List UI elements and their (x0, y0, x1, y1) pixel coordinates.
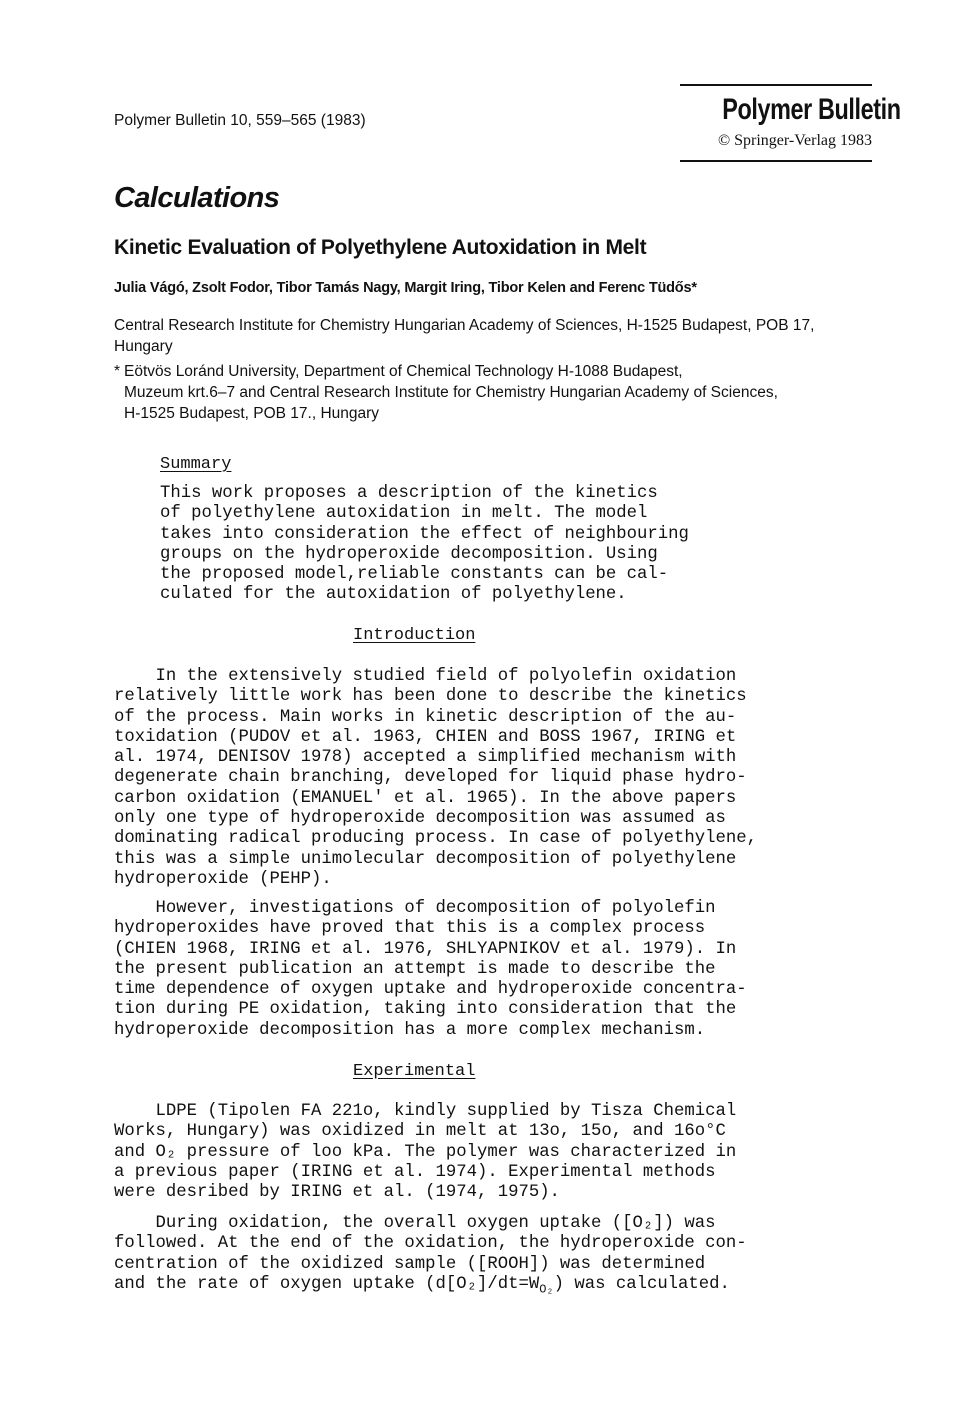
top-rule (680, 84, 872, 86)
author-list: Julia Vágó, Zsolt Fodor, Tibor Tamás Nagy, Margit Iring, Tibor Kelen and Ferenc Tüdős* (114, 280, 697, 296)
journal-name: Polymer Bulletin (722, 93, 901, 126)
copyright-notice: © Springer-Verlag 1983 (717, 132, 872, 149)
affiliation-line: H-1525 Budapest, POB 17., Hungary (124, 405, 380, 422)
introduction-heading: Introduction (353, 626, 476, 645)
affiliation-primary: Central Research Institute for Chemistry Hungarian Academy of Sciences, H-1525 Budapest, POB 17, Hungary (114, 317, 815, 355)
summary-body: This work proposes a description of the kinetics of polyethylene autoxidation in melt. The model takes into consideration the effect of neighbouring groups on the hydroperoxide decomposition. Using the proposed model,reliable constants can be cal- culated for the autoxidation of polyethylene. (160, 484, 689, 605)
experimental-paragraph: LDPE (Tipolen FA 221o, kindly supplied by Tisza Chemical Works, Hungary) was oxidized in melt at 13o, 15o, and 16o°C and O₂ pressure of loo kPa. The polymer was characterized in a previous paper (IRING et al. 1974). Experimental methods were desribed by IRING et al. (1974, 1975). (114, 1102, 737, 1203)
paper-title: Kinetic Evaluation of Polyethylene Autoxidation in Melt (114, 236, 647, 259)
subscript: O₂ (539, 1282, 554, 1297)
affiliation-line: * Eötvös Loránd University, Department of Chemical Technology H-1088 Budapest, (114, 363, 683, 380)
bottom-rule (680, 160, 872, 162)
affiliation-secondary (114, 361, 874, 424)
citation: Polymer Bulletin 10, 559–565 (1983) (114, 112, 366, 129)
experimental-heading: Experimental (353, 1062, 476, 1081)
experimental-paragraph: During oxidation, the overall oxygen uptake ([O₂]) was followed. At the end of the oxidation, the hydroperoxide con- centration of the oxidized sample ([ROOH]) was determined and the rate of oxygen uptake $(d[O_2]/dt=W_{O_2})$ was calculated. (114, 1214, 747, 1297)
section-label: Calculations (114, 182, 280, 214)
footnote-marker: * (114, 363, 121, 380)
introduction-paragraph: However, investigations of decomposition of polyolefin hydroperoxides have proved that this is a complex process (CHIEN 1968, IRING et al. 1976, SHLYAPNIKOV et al. 1979). In the present publication an attempt is made to describe the time dependence of oxygen uptake and hydroperoxide concentra- tion during PE oxidation, taking into consideration that the hydroperoxide decomposition has a more complex mechanism. (114, 899, 747, 1040)
journal-masthead (680, 84, 901, 162)
introduction-paragraph: In the extensively studied field of polyolefin oxidation relatively little work has been done to describe the kinetics of the process. Main works in kinetic description of the au- toxidation (PUDOV et al. 1963, CHIEN and BOSS 1967, IRING et al. 1974, DENISOV 1978) accepted a simplified mechanism with degenerate chain branching, developed for liquid phase hydro- carbon oxidation (EMANUEL' et al. 1965). In the above papers only one type of hydroperoxide decomposition was assumed as dominating radical producing process. In case of polyethylene, this was a simple unimolecular decomposition of polyethylene hydroperoxide (PEHP). (114, 667, 757, 889)
summary-heading: Summary (160, 455, 232, 474)
affiliation-line: Muzeum krt.6–7 and Central Research Institute for Chemistry Hungarian Academy of Sciences, (124, 384, 778, 401)
